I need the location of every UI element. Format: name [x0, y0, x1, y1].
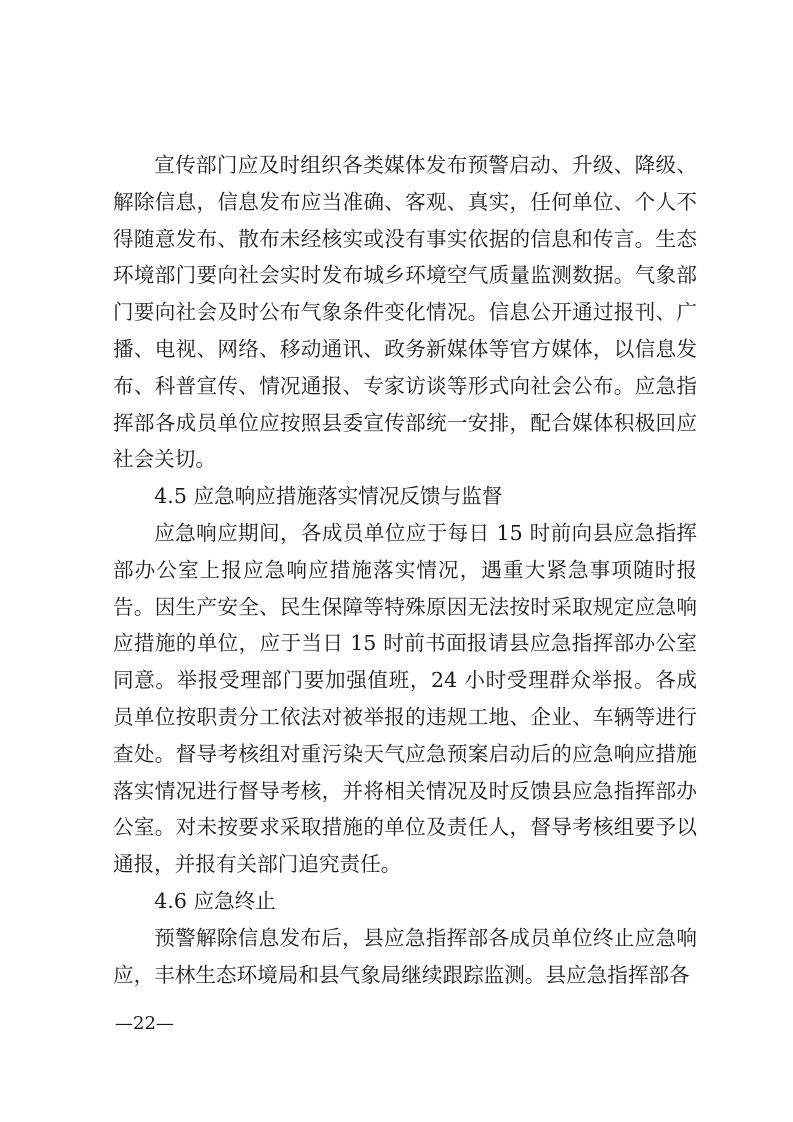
paragraph-information-release: 宣传部门应及时组织各类媒体发布预警启动、升级、降级、解除信息，信息发布应当准确、客观、真实，任何单位、个人不得随意发布、散布未经核实或没有事实依据的信息和传言。生态环境部门要向社会实时发布城乡环境空气质量监测数据。气象部门要向社会及时公布气象条件变化情况。信息公开通过报刊、广播、电视、网络、移动通讯、政务新媒体等官方媒体，以信息发布、科普宣传、情况通报、专家访谈等形式向社会公布。应急指挥部各成员单位应按照县委宣传部统一安排，配合媒体积极回应社会关切。	[113, 153, 697, 472]
page-number: —22—	[115, 1013, 174, 1034]
section-heading-4-6: 4.6 应急终止	[154, 888, 276, 913]
paragraph-emergency-termination: 预警解除信息发布后，县应急指挥部各成员单位终止应急响应，丰林生态环境局和县气象局继续跟踪监测。县应急指挥部各	[113, 925, 697, 987]
document-body	[113, 147, 697, 993]
paragraph-feedback-supervision: 应急响应期间，各成员单位应于每日 15 时前向县应急指挥部办公室上报应急响应措施落实情况，遇重大紧急事项随时报告。因生产安全、民生保障等特殊原因无法按时采取规定应急响应措施的单位，应于当日 15 时前书面报请县应急指挥部办公室同意。举报受理部门要加强值班，24 小时受理群众举报。各成员单位按职责分工依法对被举报的违规工地、企业、车辆等进行查处。督导考核组对重污染天气应急预案启动后的应急响应措施落实情况进行督导考核，并将相关情况及时反馈县应急指挥部办公室。对未按要求采取措施的单位及责任人，督导考核组要予以通报，并报有关部门追究责任。	[113, 520, 697, 877]
section-heading-4-5: 4.5 应急响应措施落实情况反馈与监督	[154, 484, 503, 509]
